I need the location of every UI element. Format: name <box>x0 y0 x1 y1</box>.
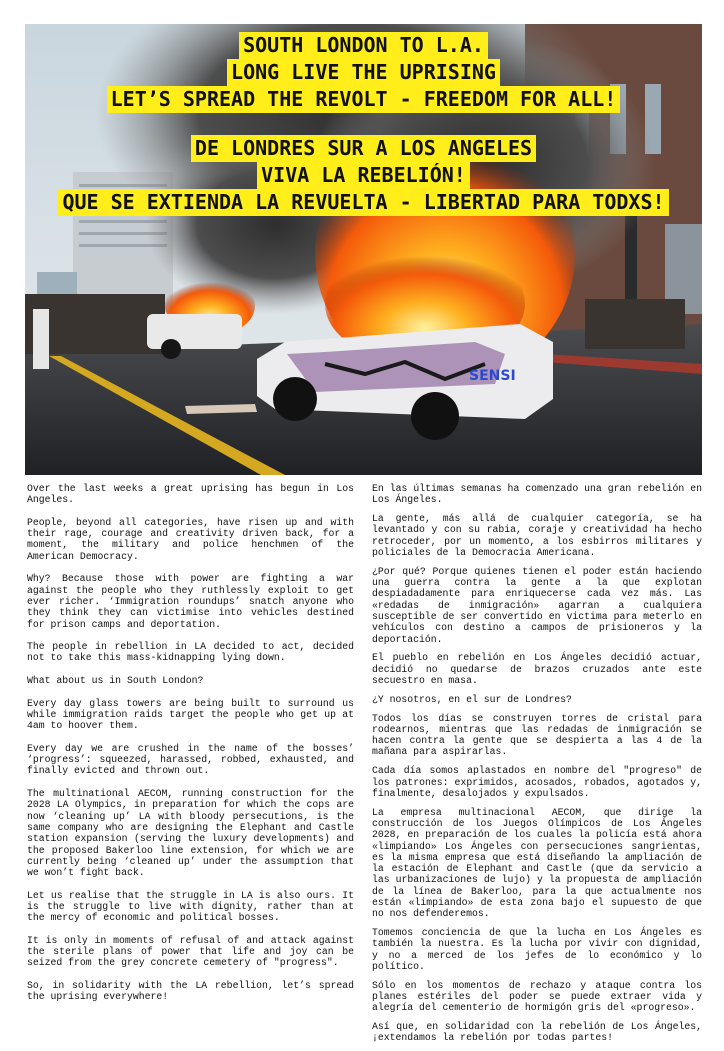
paragraph: El pueblo en rebelión en Los Ángeles decidió actuar, decidió no quedarse de brazos cruzados ante este secuestro en masa. <box>372 652 702 686</box>
paragraph: La empresa multinacional AECOM, que dirige la construcción de los Juegos Olímpicos de Los Ángeles 2028, en preparación de los cuales la policía está ahora «limpiando» Los Ángeles con persecuciones sangrientas, es la misma empresa que está diseñando la ampliación de la estación de Elephant and Castle (que da servicio a las urbanizaciones de lujo) y la propuesta de ampliación de la línea de Bakerloo, para la que actualmente nos están «limpiando» de esta zona bajo el supuesto de que no nos defenderemos. <box>372 806 702 920</box>
paragraph: Every day we are crushed in the name of the bosses’ ‘progress’: squeezed, harassed, robbed, exhausted, and finally evicted and thrown out. <box>27 742 354 777</box>
headline-line: VIVA LA REBELIÓN! <box>257 162 470 189</box>
paragraph: Cada día somos aplastados en nombre del "progreso" de los patrones: exprimidos, acosados, robados, agotados y, finalmente, desalojados y expulsados. <box>372 765 702 799</box>
headline-block <box>25 32 702 216</box>
paragraph: Todos los días se construyen torres de cristal para rodearnos, mientras que las redadas de inmigración se hacen contra la gente que se despierta a las 4 de la mañana para aspirarlas. <box>372 712 702 758</box>
paragraph: Over the last weeks a great uprising has begun in Los Angeles. <box>27 483 354 506</box>
paragraph: People, beyond all categories, have risen up and with their rage, courage and creativity driven back, for a moment, the military and police henchmen of the American Democracy. <box>27 516 354 562</box>
headline-spanish <box>25 135 702 216</box>
headline-english <box>25 32 702 113</box>
headline-line: LONG LIVE THE UPRISING <box>227 59 500 86</box>
spanish-column <box>372 483 702 1051</box>
paragraph: ¿Por qué? Porque quienes tienen el poder están haciendo una guerra contra la gente a la que explotan despiadadamente para enriquecerse cada vez más. Las «redadas de inmigración» agarran a cualquiera susceptible de ser convertido en victima para meterlo en vehículos con destino a campos de prisioneros y la deportación. <box>372 565 702 645</box>
paragraph: So, in solidarity with the LA rebellion, let’s spread the uprising everywhere! <box>27 980 354 1003</box>
paragraph: Así que, en solidaridad con la rebelión de Los Ángeles, ¡extendamos la rebelión por todas partes! <box>372 1021 702 1044</box>
english-column <box>27 483 354 1014</box>
headline-line: DE LONDRES SUR A LOS ANGELES <box>191 135 536 162</box>
paragraph: The people in rebellion in LA decided to act, decided not to take this mass-kidnapping lying down. <box>27 641 354 664</box>
paragraph: En las últimas semanas ha comenzado una gran rebelión en Los Ángeles. <box>372 483 702 506</box>
paragraph: What about us in South London? <box>27 675 204 687</box>
paragraph: La gente, más allá de cualquier categoría, se ha levantado y con su rabia, coraje y creatividad ha hecho retroceder, por un momento, a los esbirros militares y policiales de la Democracia Americana. <box>372 513 702 558</box>
headline-line: SOUTH LONDON TO L.A. <box>239 32 488 59</box>
header-photo <box>25 24 702 475</box>
paragraph: Tomemos conciencia de que la lucha en Los Ángeles es también la nuestra. Es la lucha por vivir con dignidad, y no a merced de los jefes de lo económico y lo político. <box>372 927 702 972</box>
paragraph: It is only in moments of refusal of and attack against the sterile plans of power that life and joy can be seized from the grey concrete cemetery of "progress". <box>27 934 354 969</box>
headline-line: QUE SE EXTIENDA LA REVUELTA - LIBERTAD PARA TODXS! <box>58 189 668 216</box>
paragraph: Sólo en los momentos de rechazo y ataque contra los planes estériles del poder se puede extraer vida y alegría del cementerio de hormigón gris del «progreso». <box>372 979 702 1014</box>
paragraph: The multinational AECOM, running construction for the 2028 LA Olympics, in preparation for which the cops are now ‘cleaning up’ LA with bloody persecutions, is the same company who are designing the Elephant and Castle station expansion (serving the luxury developments) and the proposed Bakerloo line extension, for which we are currently being ‘cleaned up’ under the assumption that we won’t fight back. <box>27 788 354 879</box>
headline-line: LET’S SPREAD THE REVOLT - FREEDOM FOR ALL! <box>107 86 621 113</box>
paragraph: Why? Because those with power are fighting a war against the people who they ruthlessly exploit to get ever richer. ‘Immigration roundups’ snatch anyone who they think they can victimise into vehicles destined for prison camps and deportation. <box>27 573 354 630</box>
paragraph: ¿Y nosotros, en el sur de Londres? <box>372 693 572 705</box>
paragraph: Let us realise that the struggle in LA is also ours. It is the struggle to live with dignity, rather than at the mercy of economic and political bosses. <box>27 889 354 924</box>
paragraph: Every day glass towers are being built to surround us while immigration raids target the people who get up at 4am to hoover them. <box>27 697 354 732</box>
car-graffiti: SENSI <box>469 368 516 384</box>
